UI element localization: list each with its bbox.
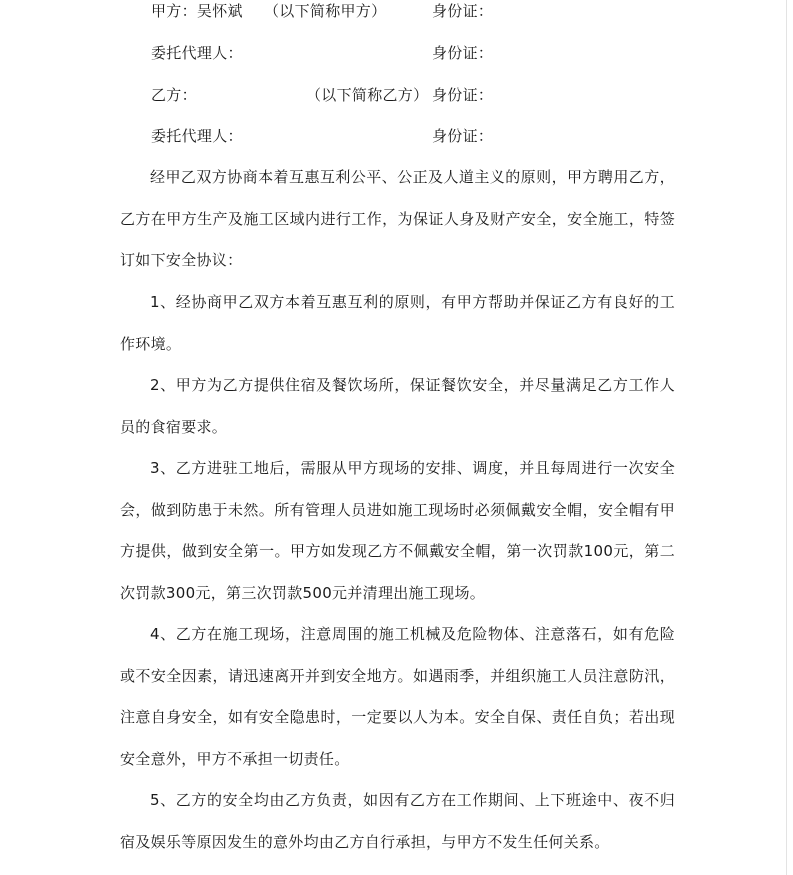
party-b-id-label: 身份证：: [432, 86, 494, 104]
party-b-agent-label: 委托代理人：: [151, 127, 243, 145]
party-a-label: 甲方：吴怀斌: [151, 2, 243, 20]
clause-2-paragraph: 2、甲方为乙方提供住宿及餐饮场所，保证餐饮安全，并尽量满足乙方工作人员的食宿要求。: [120, 376, 675, 436]
clause-5-paragraph: 5、乙方的安全均由乙方负责，如因有乙方在工作期间、上下班途中、夜不归宿及娱乐等原因发生的意外均由乙方自行承担，与甲方不发生任何关系。: [120, 791, 675, 851]
party-a-agent-id-label: 身份证：: [432, 44, 494, 62]
party-b-label: 乙方：: [151, 86, 197, 104]
party-a-id-label: 身份证：: [432, 2, 494, 20]
party-a-abbreviation: （以下简称甲方）: [264, 2, 387, 20]
clause-1-paragraph: 1、经协商甲乙双方本着互惠互利的原则，有甲方帮助并保证乙方有良好的工作环境。: [120, 293, 675, 353]
page-edge-rule: [786, 0, 787, 875]
clause-4-paragraph: 4、乙方在施工现场，注意周围的施工机械及危险物体、注意落石，如有危险或不安全因素，请迅速离开并到安全地方。如遇雨季，并组织施工人员注意防汛，注意自身安全，如有安全隐患时，一定要以人为本。安全自保、责任自负；若出现安全意外，甲方不承担一切责任。: [120, 625, 675, 768]
clause-3-paragraph: 3、乙方进驻工地后，需服从甲方现场的安排、调度，并且每周进行一次安全会，做到防患于未然。所有管理人员进如施工现场时必须佩戴安全帽，安全帽有甲方提供，做到安全第一。甲方如发现乙方不佩戴安全帽，第一次罚款100元，第二次罚款300元，第三次罚款500元并清理出施工现场。: [120, 459, 675, 602]
party-a-agent-label: 委托代理人：: [151, 44, 243, 62]
intro-paragraph: 经甲乙双方协商本着互惠互利公平、公正及人道主义的原则，甲方聘用乙方，乙方在甲方生产及施工区域内进行工作，为保证人身及财产安全，安全施工，特签订如下安全协议：: [120, 168, 675, 269]
party-b-abbreviation: （以下简称乙方）: [306, 86, 429, 104]
party-b-agent-id-label: 身份证：: [432, 127, 494, 145]
